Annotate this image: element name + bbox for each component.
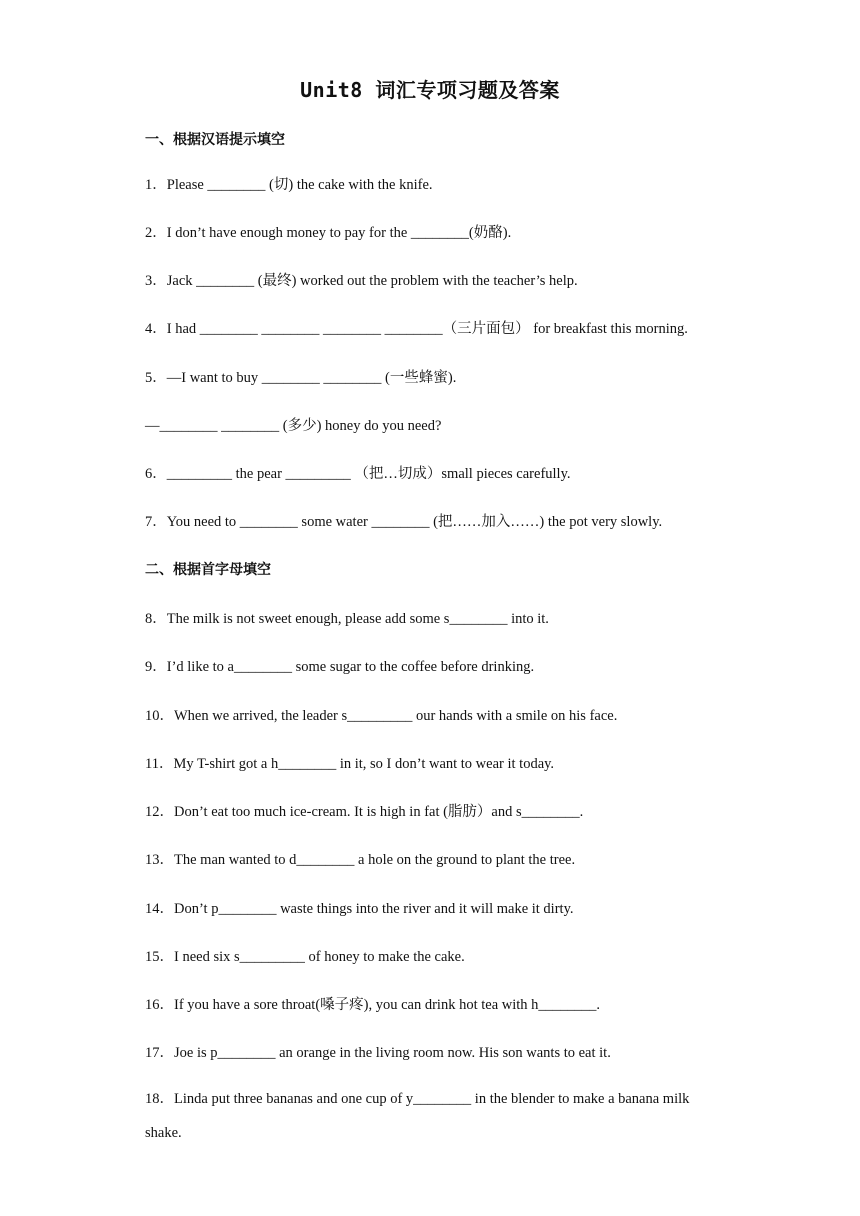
question-item: 18．Linda put three bananas and one cup of y________ in the blender to make a banana milk shake. xyxy=(145,1091,690,1141)
question-item: 10．When we arrived, the leader s_________ our hands with a smile on his face. xyxy=(145,708,618,724)
question-item: 8．The milk is not sweet enough, please add some s________ into it. xyxy=(145,611,549,627)
question-item: 16．If you have a sore throat(嗓子疼), you can drink hot tea with h________. xyxy=(145,997,601,1013)
question-item: 6．_________ the pear _________ （把…切成）small pieces carefully. xyxy=(145,466,571,482)
question-item: 12．Don’t eat too much ice-cream. It is high in fat (脂肪）and s________. xyxy=(145,804,584,820)
question-item: 17．Joe is p________ an orange in the living room now. His son wants to eat it. xyxy=(145,1045,611,1061)
section-heading-2: 二、根据首字母填空 xyxy=(145,562,271,578)
question-item: 15．I need six s_________ of honey to make the cake. xyxy=(145,949,465,965)
question-item: 5．—I want to buy ________ ________ (一些蜂蜜). xyxy=(145,370,457,386)
question-item: 14．Don’t p________ waste things into the river and it will make it dirty. xyxy=(145,901,574,917)
page-title: Unit8 词汇专项习题及答案 xyxy=(300,78,560,102)
question-item: 13．The man wanted to d________ a hole on the ground to plant the tree. xyxy=(145,852,576,868)
question-item: 2．I don’t have enough money to pay for the ________(奶酪). xyxy=(145,225,512,241)
section-heading-1: 一、根据汉语提示填空 xyxy=(145,132,285,148)
question-item: 7．You need to ________ some water ________ (把……加入……) the pot very slowly. xyxy=(145,514,663,530)
question-item: 9．I’d like to a________ some sugar to the coffee before drinking. xyxy=(145,659,535,675)
question-item: 3．Jack ________ (最终) worked out the problem with the teacher’s help. xyxy=(145,273,578,289)
question-item: 1．Please ________ (切) the cake with the knife. xyxy=(145,177,433,193)
question-item: —________ ________ (多少) honey do you need? xyxy=(145,418,442,434)
question-item: 11．My T-shirt got a h________ in it, so I don’t want to wear it today. xyxy=(145,756,555,772)
question-item: 4．I had ________ ________ ________ ________（三片面包） for breakfast this morning. xyxy=(145,321,688,337)
